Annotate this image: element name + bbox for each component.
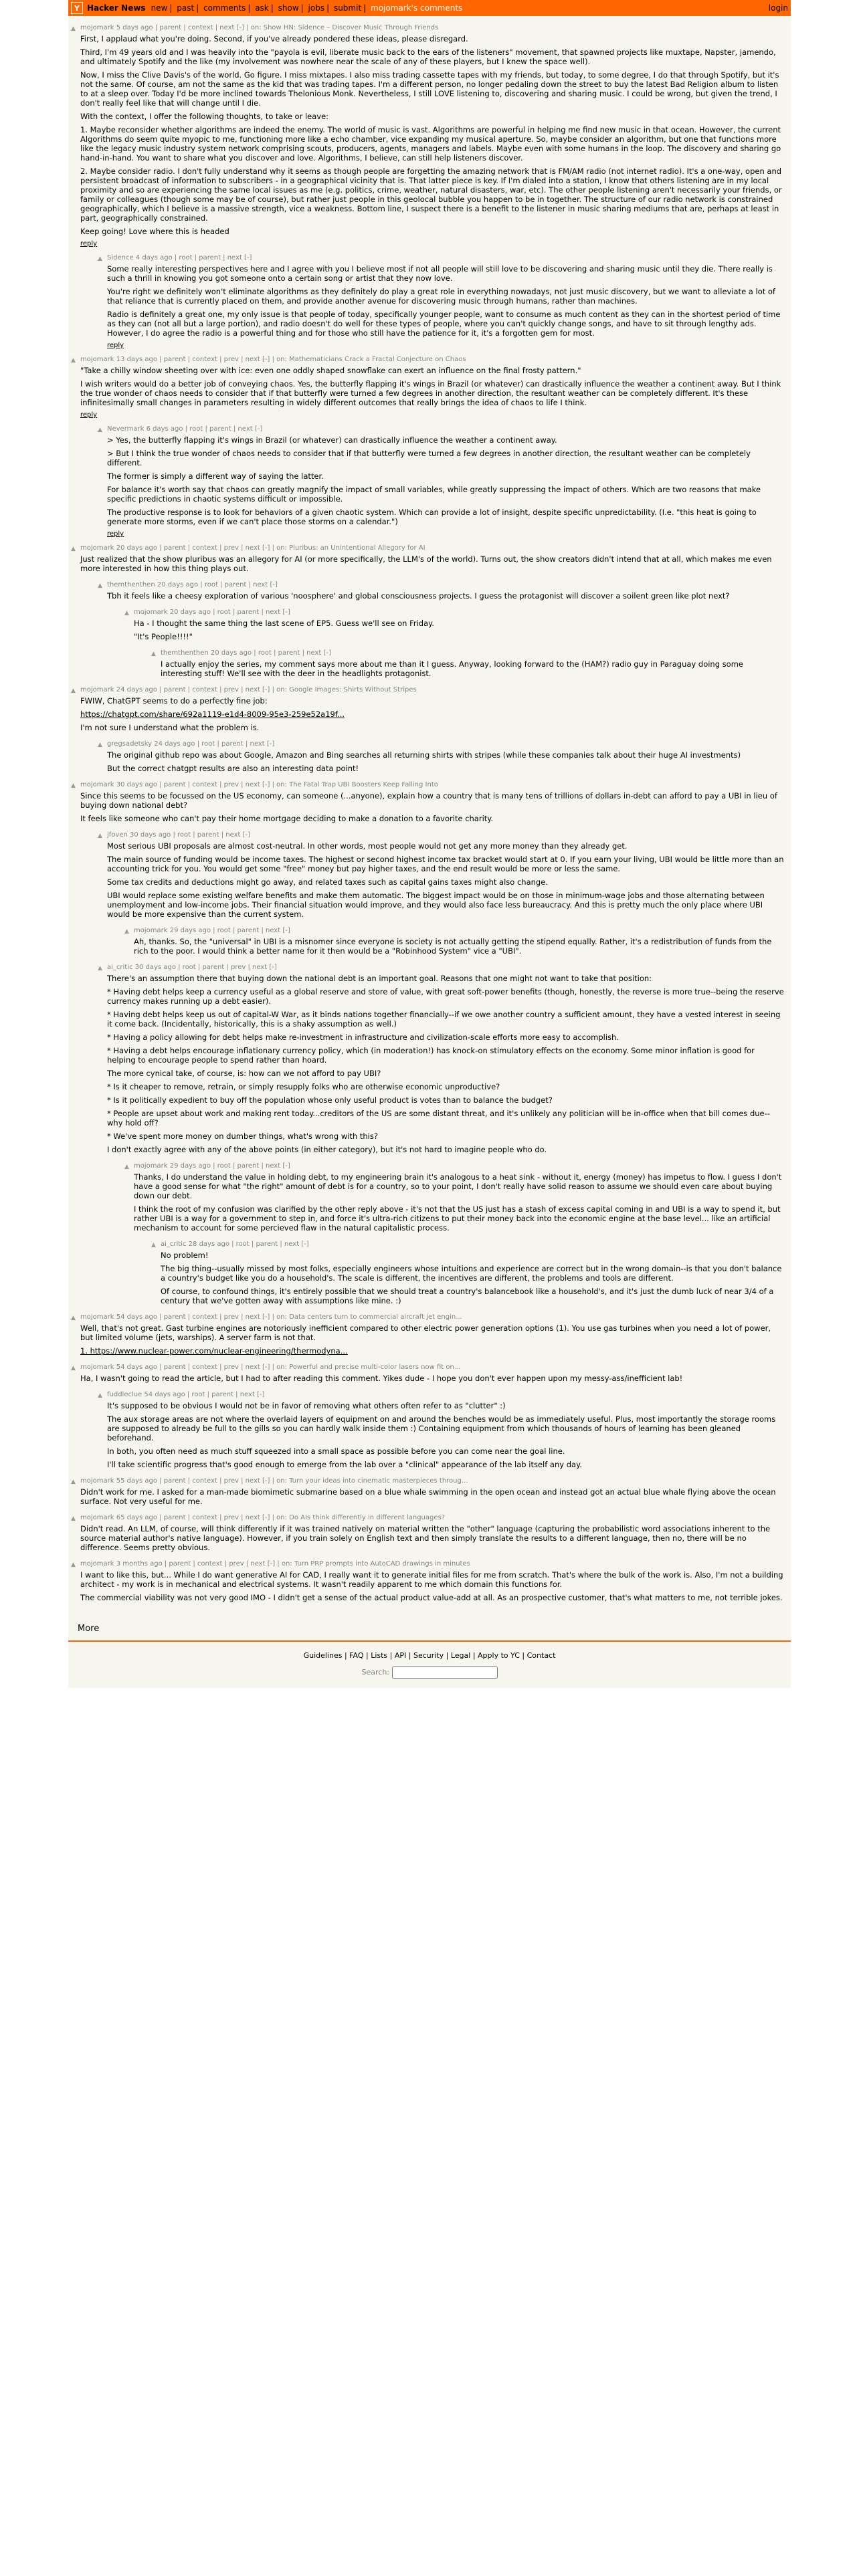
- search-label: Search:: [361, 1668, 389, 1677]
- footer-link-security[interactable]: Security: [413, 1651, 444, 1660]
- comment: [98, 831, 785, 923]
- comment-paragraph: Ha - I thought the same thing the last scene of EP5. Guess we'll see on Friday.: [134, 619, 434, 628]
- upvote-arrow-icon[interactable]: ▲: [98, 255, 102, 262]
- comment-paragraph: I'll take scientific progress that's good enough to emerge from the lab over a "clinical" appearance of the lab itself any day.: [107, 1460, 582, 1469]
- comment-paragraph: But the correct chatgpt results are also an interesting data point!: [107, 764, 359, 773]
- comment: [151, 1241, 785, 1309]
- upvote-arrow-icon[interactable]: ▲: [98, 582, 102, 589]
- upvote-arrow-icon[interactable]: ▲: [98, 965, 102, 972]
- comment: [98, 254, 785, 352]
- comment: [98, 1391, 785, 1473]
- comment-paragraph: Well, that's not great. Gast turbine engines are notoriously inefficient compared to other electric power generation options (1). You use gas turbines when you need a lot of power, but limited volume (jets, warships). A server farm is not that.: [80, 1323, 771, 1342]
- comment-paragraph: UBI would replace some existing welfare benefits and make them automatic. The biggest impact would be on those in minimum-wage jobs and those alternating between unemployment and low-income jobs. Their financial situation would improve, and they would also face less bureaucracy. And this is pretty much the only place where UBI would be more expensive than the current system.: [107, 891, 765, 919]
- comment-paragraph: > But I think the true wonder of chaos needs to consider that if that butterfly were turned a few degrees in another direction, the resultant weather can be completely different.: [107, 449, 751, 467]
- comment-paragraph: The former is simply a different way of saying the latter.: [107, 471, 324, 481]
- comment-meta[interactable]: mojomark 29 days ago | root | parent | next [-]: [134, 927, 290, 934]
- comment: [124, 927, 785, 960]
- nav-comments[interactable]: comments: [203, 3, 246, 13]
- comment: [71, 1313, 785, 1360]
- comment-paragraph: For balance it's worth say that chaos can greatly magnify the impact of small variables, while greatly suppressing the impact of others. Which are two reasons that make specific predictions in chaotic systems difficult or impossible.: [107, 485, 761, 504]
- nav-ask[interactable]: ask: [255, 3, 269, 13]
- comment-paragraph: > Yes, the butterfly flapping it's wings in Brazil (or whatever) can drastically influence the weather a continent away.: [107, 435, 557, 445]
- comment: [124, 1162, 785, 1237]
- comment-paragraph: Radio is definitely a great one, my only issue is that people of today, specifically younger people, want to consume as much content as they can in the shortest period of time as they can (not all but a large portion), and radio doesn't do well for these types of people, where you can't quickly change songs, and have to sit through lengthy ads. However, I do agree the radio is a powerful thing and for those who still have the patience for it, it's a forgotten gem for most.: [107, 310, 781, 338]
- footer-link-guidelines[interactable]: Guidelines: [303, 1651, 343, 1660]
- comment-paragraph: You're right we definitely won't eliminate algorithms as they definitely do play a great role in everything nowadays, not just music discovery, but we want to alleviate a lot of that reliance that is currently placed on them, and provide another avenue for discovering music through humans, rather than machines.: [107, 287, 775, 306]
- upvote-arrow-icon[interactable]: ▲: [151, 651, 156, 657]
- comment-paragraph: I think the root of my confusion was clarified by the other reply above - it's not that the US just has a stash of excess capital coming in and UBI is a way to spend it, but rather UBI is a way for a government to step in, and force it's ultra-rich citizens to put their money back into the economic engine at the base level... like an artificial mechanism to account for some percieved flaw in the natural capitalistic process.: [134, 1204, 781, 1232]
- comment-meta[interactable]: themthenthen 20 days ago | root | parent | next [-]: [161, 649, 331, 657]
- comment: [71, 686, 785, 736]
- top-bar: [68, 0, 791, 16]
- upvote-arrow-icon[interactable]: ▲: [71, 1562, 76, 1568]
- comment-meta[interactable]: mojomark 13 days ago | parent | context | prev | next [-] | on: Mathematicians Crack a Fractal Conjecture on Chaos: [80, 356, 466, 363]
- current-page-label: mojomark's comments: [371, 3, 463, 13]
- comment-paragraph: Tbh it feels like a cheesy exploration of various 'noosphere' and global consciousness projects. I guess the protagonist will discover a soilent green like plot next?: [107, 591, 730, 601]
- comment: [71, 24, 785, 250]
- comment-meta[interactable]: fuddleclue 54 days ago | root | parent | next [-]: [107, 1391, 265, 1398]
- comment-paragraph: I want to like this, but... While I do want generative AI for CAD, I really want it to generate initial files for me from scratch. That's where the bulk of the work is. Also, I'm not a building architect - my work is in mechanical and electrical systems. It wasn't readily apparent to me which domain this functions for.: [80, 1570, 783, 1589]
- upvote-arrow-icon[interactable]: ▲: [124, 928, 129, 935]
- comment-meta[interactable]: mojomark 65 days ago | parent | context | prev | next [-] | on: Do AIs think differently in different languages?: [80, 1514, 446, 1521]
- comment-paragraph: Thanks, I do understand the value in holding debt, to my engineering brain it's analogous to a heat sink - without it, energy (money) has impetus to flow. I guess I don't have a good sense for what "the right" amount of debt is for a country, so to your point, I don't really have solid reason to assume we should even care about buying down our debt.: [134, 1172, 782, 1200]
- comment-meta[interactable]: mojomark 24 days ago | parent | context | prev | next [-] | on: Google Images: Shirts Without Stripes: [80, 686, 417, 693]
- y-logo-icon[interactable]: Y: [71, 2, 83, 14]
- comment-paragraph: With the context, I offer the following thoughts, to take or leave:: [80, 112, 329, 121]
- comment-paragraph: Ah, thanks. So, the "universal" in UBI is a misnomer since everyone is society is not actually getting the stipend equally. Rather, it's a redistribution of funds from the rich to the poor. I would think a better name for it then would be a "Robinhood System" vice a "UBI".: [134, 937, 772, 956]
- comment: [98, 425, 785, 540]
- comment-meta[interactable]: ai_critic 30 days ago | root | parent | prev | next [-]: [107, 964, 277, 971]
- comment-paragraph: First, I applaud what you're doing. Second, if you've already pondered these ideas, please disregard.: [80, 34, 468, 43]
- nav-past[interactable]: past: [177, 3, 195, 13]
- comment-paragraph: No problem!: [161, 1251, 209, 1260]
- comment: [71, 1560, 785, 1606]
- comment-paragraph: Some really interesting perspectives here and I agree with you I believe most if not all people will still love to be discovering and sharing music until they die. There really is such a thrill in knowing you got someone onto a certain song or artist that they now love.: [107, 264, 773, 283]
- comment: [71, 356, 785, 421]
- footer-link-faq[interactable]: FAQ: [349, 1651, 364, 1660]
- footer-link-legal[interactable]: Legal: [450, 1651, 471, 1660]
- comment: [98, 581, 785, 605]
- upvote-arrow-icon[interactable]: ▲: [71, 1515, 76, 1522]
- footer-link-apply-to-yc[interactable]: Apply to YC: [478, 1651, 520, 1660]
- comment-meta[interactable]: mojomark 54 days ago | parent | context | prev | next [-] | on: Powerful and precise multi-color lasers now fit on...: [80, 1364, 461, 1371]
- comment-paragraph: I wish writers would do a better job of conveying chaos. Yes, the butterfly flapping it's wings in Brazil (or whatever) can drastically influence the weather a continent away. But I think the true wonder of chaos needs to consider that if that butterfly were turned a few degrees in another direction, the resultant weather can be completely different. It's these infinitesimally small changes in parameters resulting in widely different outcomes that really brings the idea of chaos to life I think.: [80, 379, 781, 407]
- comment-meta[interactable]: ai_critic 28 days ago | root | parent | next [-]: [161, 1241, 309, 1248]
- comment-paragraph: Ha, I wasn't going to read the article, but I had to after reading this comment. Yikes dude - I hope you don't ever happen upon my messy-ass/inefficient lab!: [80, 1374, 683, 1383]
- upvote-arrow-icon[interactable]: ▲: [98, 833, 102, 839]
- comment: [151, 649, 785, 682]
- login-link[interactable]: login: [768, 3, 788, 13]
- search-input[interactable]: [392, 1667, 498, 1679]
- comment-meta[interactable]: Nevermark 6 days ago | root | parent | next [-]: [107, 425, 263, 433]
- comment: [98, 740, 785, 777]
- footer-search: [68, 1667, 791, 1679]
- comment-paragraph: The commercial viability was not very good IMO - I didn't get a sense of the actual product value-add at all. As an prospective customer, that's what matters to me, not terrible jokes.: [80, 1593, 783, 1602]
- comment-meta[interactable]: mojomark 30 days ago | parent | context | prev | next [-] | on: The Fatal Trap UBI Boosters Keep Falling Into: [80, 781, 438, 788]
- upvote-arrow-icon[interactable]: ▲: [71, 1365, 76, 1372]
- comment-paragraph: The aux storage areas are not where the overlaid layers of equipment on and around the benches would be as immediately useful. Plus, most importantly the storage rooms are supposed to already be full to the gills so you can hardly walk inside them :) Containing equipment from which thousands of hours of learning has been gleaned beforehand.: [107, 1414, 776, 1442]
- comment-paragraph: * Is it politically expedient to buy off the population whose only useful product is votes than to balance the budget?: [107, 1095, 553, 1105]
- comment-meta[interactable]: Sidence 4 days ago | root | parent | next [-]: [107, 254, 252, 261]
- site-title[interactable]: Hacker News: [87, 3, 146, 13]
- comment-paragraph: "It's People!!!!": [134, 632, 193, 641]
- upvote-arrow-icon[interactable]: ▲: [71, 25, 76, 32]
- upvote-arrow-icon[interactable]: ▲: [124, 1164, 129, 1170]
- footer-link-contact[interactable]: Contact: [527, 1651, 556, 1660]
- page: [68, 0, 791, 1688]
- comment-meta[interactable]: mojomark 20 days ago | root | parent | next [-]: [134, 609, 290, 616]
- comment: [71, 544, 785, 577]
- comment-paragraph: The big thing--usually missed by most folks, especially engineers whose intuitions and experience are correct but in the wrong domain--is that you don't balance a country's budget like you do a household's. The scale is different, the incentives are different, the problems and tools are different.: [161, 1264, 782, 1283]
- comment-paragraph: I'm not sure I understand what the problem is.: [80, 723, 260, 732]
- upvote-arrow-icon[interactable]: ▲: [98, 1392, 102, 1399]
- upvote-arrow-icon[interactable]: ▲: [71, 1479, 76, 1485]
- reply-link[interactable]: reply: [107, 530, 124, 538]
- comment: [71, 781, 785, 827]
- comment-paragraph: * Having a policy allowing for debt helps make re-investment in infrastructure and civilization-scale efforts more easy to accomplish.: [107, 1033, 619, 1042]
- comment-paragraph: Most serious UBI proposals are almost cost-neutral. In other words, most people would not get any more money than they already get.: [107, 841, 628, 851]
- upvote-arrow-icon[interactable]: ▲: [71, 782, 76, 789]
- footer-link-lists[interactable]: Lists: [371, 1651, 388, 1660]
- comment-meta[interactable]: themthenthen 20 days ago | root | parent | next [-]: [107, 581, 278, 588]
- comment-paragraph: FWIW, ChatGPT seems to do a perfectly fine job:: [80, 696, 268, 706]
- footer-links: Guidelines | FAQ | Lists | API | Security | Legal | Apply to YC | Contact: [303, 1651, 556, 1660]
- upvote-arrow-icon[interactable]: ▲: [71, 357, 76, 364]
- comment-meta[interactable]: mojomark 5 days ago | parent | context | next [-] | on: Show HN: Sidence – Discover Music Through Friends: [80, 24, 439, 31]
- comment: [98, 964, 785, 1158]
- footer-link-api[interactable]: API: [394, 1651, 407, 1660]
- comment-paragraph: * Having debt helps keep a currency useful as a global reserve and store of value, with great soft-power benefits (though, honestly, the reverse is more true--being the reserve currency makes running up a debt easier).: [107, 987, 784, 1006]
- upvote-arrow-icon[interactable]: ▲: [71, 687, 76, 694]
- comment: [71, 1477, 785, 1510]
- upvote-arrow-icon[interactable]: ▲: [71, 546, 76, 552]
- comment: [71, 1364, 785, 1387]
- upvote-arrow-icon[interactable]: ▲: [71, 1315, 76, 1321]
- comment-meta[interactable]: mojomark 3 months ago | parent | context | prev | next [-] | on: Turn PRP prompts into AutoCAD drawings in minutes: [80, 1560, 470, 1568]
- nav-show[interactable]: show: [278, 3, 299, 13]
- comment-paragraph: In both, you often need as much stuff squeezed into a small space as possible before you can come near the goal line.: [107, 1446, 565, 1456]
- reply-link[interactable]: reply: [107, 342, 124, 349]
- comment-paragraph: I actually enjoy the series, my comment says more about me than it I guess. Anyway, looking forward to the (HAM?) radio guy in Paraguay doing some interesting stuff! We'll see with the deer in the headlights protagonist.: [161, 659, 743, 678]
- comment-paragraph: Just realized that the show pluribus was an allegory for AI (or more specifically, the LLM's of the world). Turns out, the show creators didn't intend that at all, which makes me even more interested in how this thing plays out.: [80, 554, 772, 573]
- comment-paragraph: * Is it cheaper to remove, retrain, or simply resupply folks who are otherwise economic unproductive?: [107, 1082, 500, 1091]
- comment-meta[interactable]: gregsadetsky 24 days ago | root | parent | next [-]: [107, 740, 275, 748]
- comment-paragraph: Keep going! Love where this is headed: [80, 227, 229, 236]
- footer: [68, 1640, 791, 1688]
- nav-new[interactable]: new: [151, 3, 168, 13]
- top-nav: new | past | comments | ask | show | jobs | submit | mojomark's comments: [151, 3, 463, 13]
- comment-paragraph: * We've spent more money on dumber things, what's wrong with this?: [107, 1132, 378, 1141]
- upvote-arrow-icon[interactable]: ▲: [151, 1242, 156, 1249]
- comment-paragraph: Since this seems to be focussed on the US economy, can someone (...anyone), explain how a country that is many tens of trillions of dollars in-debt can afford to pay a UBI in lieu of buying down national debt?: [80, 791, 777, 810]
- more-link[interactable]: More: [78, 1624, 100, 1634]
- upvote-arrow-icon[interactable]: ▲: [98, 427, 102, 433]
- comment-paragraph: "Take a chilly window sheeting over with ice: even one oddly shaped snowflake can exert an influence on the final frosty pattern.": [80, 366, 581, 375]
- comment-meta[interactable]: jfoven 30 days ago | root | parent | next [-]: [107, 831, 251, 839]
- comment-meta[interactable]: mojomark 29 days ago | root | parent | next [-]: [134, 1162, 290, 1170]
- comment-link[interactable]: https://chatgpt.com/share/692a1119-e1d4-8009-95e3-259e52a19f...: [80, 710, 345, 719]
- comment-paragraph: * People are upset about work and making rent today...creditors of the US are some distant threat, and it's unlikely any politician will be in-office when that bill comes due--why hold off?: [107, 1109, 770, 1128]
- comment-paragraph: The main source of funding would be income taxes. The highest or second highest income tax bracket would start at 0. If you earn your living, UBI would be little more than an accounting trick for you. You would get some "free" money but pay higher taxes, and the end result would be more or less the same.: [107, 855, 784, 873]
- nav-submit[interactable]: submit: [333, 3, 362, 13]
- reply-link[interactable]: reply: [80, 411, 98, 419]
- upvote-arrow-icon[interactable]: ▲: [124, 610, 129, 617]
- comment-paragraph: Didn't work for me. I asked for a man-made biomimetic submarine based on a blue whale swimming in the open ocean and instead got an actual blue whale flying above the ocean surface. Not very useful for me.: [80, 1487, 776, 1506]
- comment: [124, 609, 785, 645]
- upvote-arrow-icon[interactable]: ▲: [98, 742, 102, 748]
- comment-paragraph: The original github repo was about Google, Amazon and Bing searches all returning shirts with stripes (while these companies talk about their huge AI investments): [107, 750, 741, 760]
- comment-paragraph: Some tax credits and deductions might go away, and related taxes such as capital gains taxes might also change.: [107, 877, 548, 887]
- comment-paragraph: Now, I miss the Clive Davis's of the world. Go figure. I miss mixtapes. I also miss trading cassette tapes with my friends, but today, to some degree, I do that through Spotify, but it's not the same. Of course, am not the same as the kid that was trading tapes. I'm a different person, no longer pedaling down the street to buy the latest Bad Religion album to listen to at a sleep over. Today I'd be more inclined towards Thelonious Monk. Nevertheless, I still LOVE listening to, discovering and sharing music. I could be wrong, but given the trend, I don't really feel like that will change until I die.: [80, 70, 779, 108]
- comment-meta[interactable]: mojomark 20 days ago | parent | context | prev | next [-] | on: Pluribus: an Unintentional Allegory for AI: [80, 544, 425, 552]
- comment-list: [68, 16, 791, 1616]
- comment-paragraph: It's supposed to be obvious I would not be in favor of removing what others often refer to as "clutter" :): [107, 1401, 506, 1410]
- comment-paragraph: Of course, to confound things, it's entirely possible that we should treat a country's balancebook like a household's, and it's just the dumb luck of near 3/4 of a century that we've gotten away with assumptions like mine. :): [161, 1287, 774, 1305]
- comment-meta[interactable]: mojomark 54 days ago | parent | context | prev | next [-] | on: Data centers turn to commercial aircraft jet engin...: [80, 1313, 462, 1321]
- comment-paragraph: * Having debt helps keep us out of capital-W War, as it binds nations together financially--if we owe another country a sufficient amount, they have a vested interest in seeing it come back. (Incidentally, historically, this is a shaky assumption as well.): [107, 1010, 781, 1029]
- comment-paragraph: Didn't read. An LLM, of course, will think differently if it was trained natively on material written the "other" language (capturing the probabilistic word associations inherent to the source material author's native language). However, if you train solely on English text and then simply translate the results to a different language, then no, there will be no difference. Seems pretty obvious.: [80, 1524, 771, 1552]
- comment-meta[interactable]: mojomark 55 days ago | parent | context | prev | next [-] | on: Turn your ideas into cinematic masterpieces throug...: [80, 1477, 468, 1485]
- comment-paragraph: The productive response is to look for behaviors of a given chaotic system. Which can provide a lot of insight, despite specific unpredictability. (I.e. "this heat is going to generate more storms, even if we can't place those storms on a calendar."): [107, 508, 757, 526]
- comment-paragraph: 2. Maybe consider radio. I don't fully understand why it seems as though people are forgetting the amazing network that is FM/AM radio (not internet radio). It's a one-way, open and persistent broadcast of information to subscribers - in a geographical vicinity that is. That latter piece is key. If I'm dialed into a station, I know that others listening are in my local proximity and so are experiencing the same local issues as me (e.g. politics, crime, weather, natural disasters, war, etc). The other people listening aren't necessarily your friends, or family or colleagues (though some may be of course), but rather just people in this geolocal bubble you happen to be in together. The structure of our radio network is constrained geographically, which I believe is a massive strength, vice a weakness. Bottom line, I suspect there is a benefit to the listener in music sharing mediums that are, perhaps at least in part, geographically constrained.: [80, 167, 782, 223]
- comment-paragraph: 1. Maybe reconsider whether algorithms are indeed the enemy. The world of music is vast. Algorithms are powerful in helping me find new music in that ocean. However, the current Algorithms do seem quite myopic to me, functioning more like a echo chamber, vice expanding my musical aperture. So, maybe consider an algorithm, but one that functions more like the legacy music industry system network comprising scouts, producers, agents, managers and labels. Maybe even with some humans in the loop. The discovery and sharing go hand-in-hand. You want to share what you discover and love. Algorithms, I believe, can still help listeners discover.: [80, 125, 781, 163]
- comment: [71, 1514, 785, 1556]
- nav-jobs[interactable]: jobs: [308, 3, 325, 13]
- comment-paragraph: It feels like someone who can't pay their home mortgage deciding to make a donation to a favorite charity.: [80, 814, 494, 823]
- comment-paragraph: * Having a debt helps encourage inflationary currency policy, which (in moderation!) has knock-on stimulatory effects on the economy. Some minor inflation is good for helping to encourage people to spend rather than hoard.: [107, 1046, 755, 1065]
- comment-paragraph: I don't exactly agree with any of the above points (in either category), but it's not hard to imagine people who do.: [107, 1145, 547, 1154]
- comment-paragraph: Third, I'm 49 years old and I was heavily into the "payola is evil, liberate music back to the ears of the listeners" movement, that spawned projects like muxtape, Napster, jamendo, and ultimately Spotify and the like (my involvement was nowhere near the scale of any of these players, but I knew the space well).: [80, 47, 776, 66]
- comment-paragraph: There's an assumption there that buying down the national debt is an important goal. Reasons that one might not want to take that position:: [107, 974, 652, 983]
- comment-paragraph: The more cynical take, of course, is: how can we not afford to pay UBI?: [107, 1069, 381, 1078]
- reply-link[interactable]: reply: [80, 240, 98, 247]
- comment-link[interactable]: 1. https://www.nuclear-power.com/nuclear-engineering/thermodyna...: [80, 1346, 348, 1356]
